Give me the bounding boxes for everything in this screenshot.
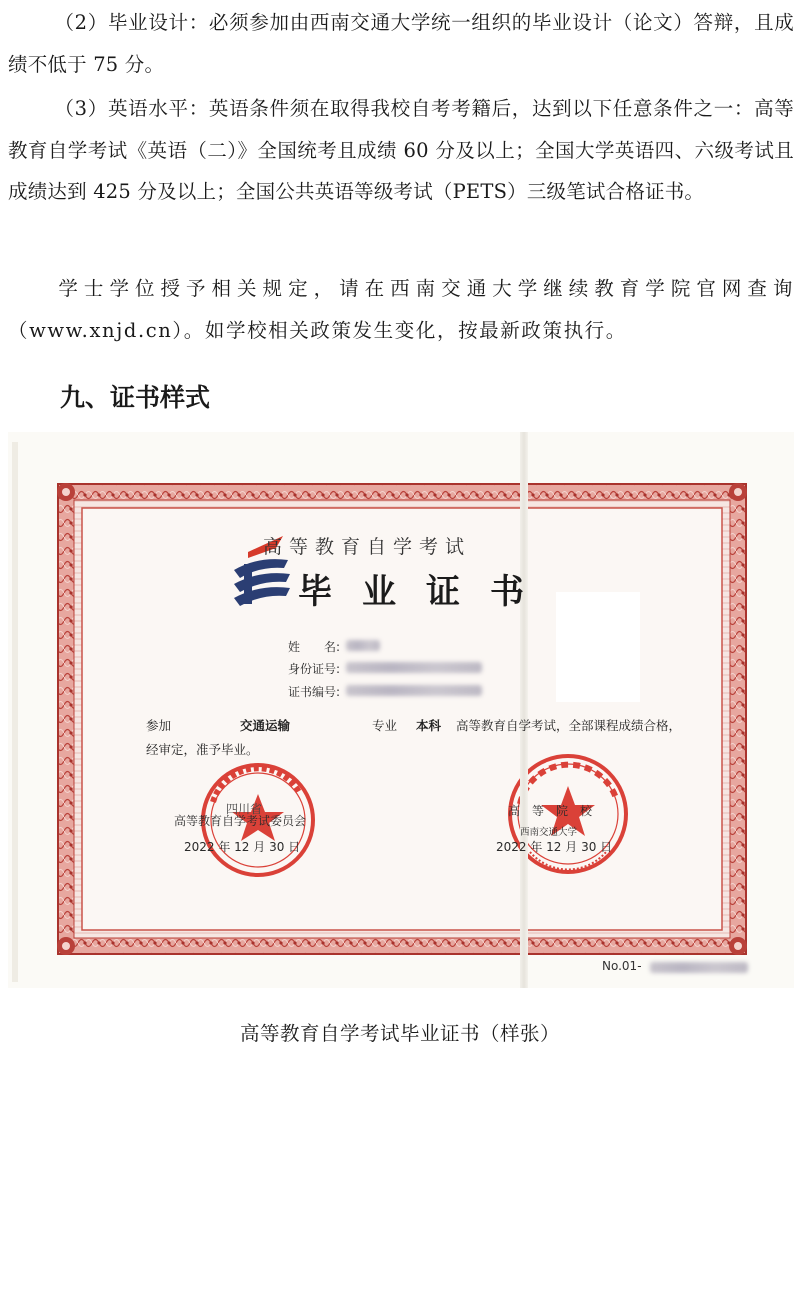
paragraph-text: 学士学位授予相关规定，请在西南交通大学继续教育学院官网查询（www.xnjd.cn）。如学校相关政策发生变化，按最新政策执行。	[8, 277, 794, 342]
certificate-sample-image	[8, 432, 794, 988]
right-header: 高 等 院 校	[508, 804, 593, 818]
left-region: 四川省	[226, 802, 263, 816]
body-tail: 高等教育自学考试，全部课程成绩合格，	[456, 718, 682, 733]
id-label: 身份证号:	[288, 662, 341, 676]
paragraph-graduation-design	[8, 2, 794, 85]
left-committee: 高等教育自学考试委员会	[174, 814, 307, 828]
paragraph-degree-policy	[8, 268, 794, 351]
name-label: 姓 名:	[288, 640, 341, 654]
right-date: 2022 年 12 月 30 日	[496, 840, 613, 854]
serial-label: No.01-	[602, 959, 642, 973]
paragraph-text: （3）英语水平：英语条件须在取得我校自考考籍后，达到以下任意条件之一：高等教育自学考试《英语（二）》全国统考且成绩 60 分及以上；全国大学英语四、六级考试且成绩达到 425 分及以上；全国公共英语等级考试（PETS）三级笔试合格证书。	[8, 97, 794, 203]
paragraph-text: （2）毕业设计：必须参加由西南交通大学统一组织的毕业设计（论文）答辩，且成绩不低于 75 分。	[8, 11, 794, 76]
left-date: 2022 年 12 月 30 日	[184, 840, 301, 854]
serial-redacted	[650, 962, 748, 973]
photo-placeholder	[556, 592, 640, 702]
join-label: 参加	[146, 718, 172, 733]
cert-no-redacted	[346, 685, 482, 696]
major-suffix: 专业	[372, 718, 398, 733]
degree-level: 本科	[416, 718, 442, 733]
right-school: 西南交通大学	[520, 827, 578, 838]
scan-fold-line	[520, 432, 528, 988]
body-line-2: 经审定，准予毕业。	[146, 742, 259, 757]
certificate-title: 毕业证书	[298, 572, 554, 612]
id-redacted	[346, 662, 482, 673]
paragraph-english-requirement	[8, 88, 794, 213]
section-heading: 九、证书样式	[60, 383, 211, 412]
name-redacted	[346, 640, 380, 651]
figure-caption: 高等教育自学考试毕业证书（样张）	[239, 1022, 560, 1045]
certificate-subtitle: 高等教育自学考试	[263, 536, 472, 558]
cert-no-label: 证书编号:	[288, 685, 341, 699]
certificate-border-graphic	[8, 432, 794, 988]
major-name: 交通运输	[240, 718, 291, 733]
